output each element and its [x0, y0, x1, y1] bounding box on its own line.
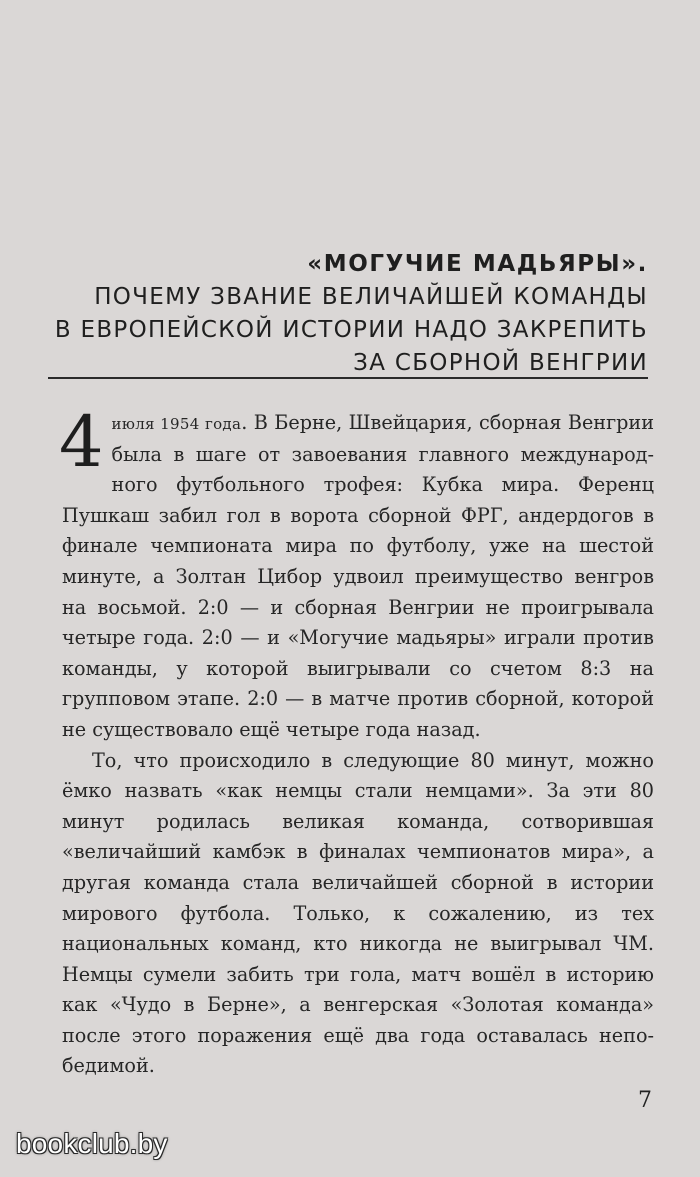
- drop-cap: 4: [59, 401, 104, 483]
- paragraph-1-text: . В Берне, Швейцария, сборная Венгрии была в шаге от завоевания главного международного футбольного трофея: Кубка мира. Ференц Пушкаш забил гол в ворота сборной ФРГ, андердогов в финале чемпионата мира по футболу, уже на шестой минуте, а Золтан Цибор удвоил преимущество венгров на восьмой. 2:0 — и сборная Венгрии не проигрывала четыре года. 2:0 — и «Могучие мадьяры» играли против команды, у которой выигрывали со счетом 8:3 на групповом этапе. 2:0 — в матче против сборной, которой не существовало ещё четыре года назад.: [62, 411, 654, 741]
- chapter-heading: [48, 247, 648, 380]
- page-number: 7: [638, 1088, 652, 1113]
- chapter-title: «МОГУЧИЕ МАДЬЯРЫ».: [307, 251, 648, 277]
- chapter-subtitle-line-2: В ЕВРОПЕЙСКОЙ ИСТОРИИ НАДО ЗАКРЕПИТЬ: [54, 317, 648, 343]
- body-text: [59, 401, 654, 1082]
- chapter-subtitle-line-1: ПОЧЕМУ ЗВАНИЕ ВЕЛИЧАЙШЕЙ КОМАНДЫ: [94, 284, 648, 310]
- heading-divider: [48, 377, 648, 379]
- watermark-logo: bookclub.by: [16, 1128, 168, 1159]
- chapter-subtitle-line-3: ЗА СБОРНОЙ ВЕНГРИИ: [353, 350, 648, 376]
- date-small-caps: июля 1954 года: [111, 415, 242, 433]
- paragraph-2: То, что происходило в следующие 80 минут, можно ёмко назвать «как немцы стали немцами». За эти 80 минут родилась великая команда, сотворившая «величайший камбэк в финалах чемпионатов мира», а другая команда стала величайшей сборной в истории мирового футбола. Только, к сожалению, из тех национальных команд, кто никогда не выигрывал ЧМ. Немцы сумели забить три гола, матч вошёл в историю как «Чудо в Берне», а венгерская «Золотая команда» после этого поражения ещё два года оставалась непобедимой.: [62, 748, 654, 1078]
- paragraph-1: [59, 401, 654, 746]
